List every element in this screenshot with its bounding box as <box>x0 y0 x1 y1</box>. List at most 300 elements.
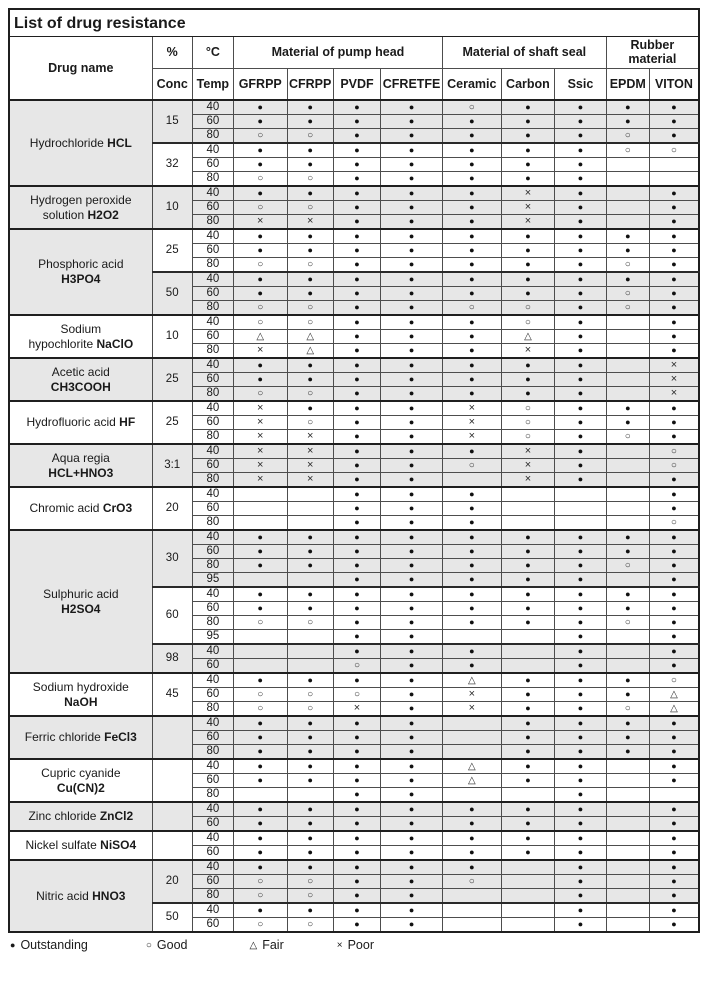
rating-cell: ● <box>501 702 555 717</box>
rating-cell: ● <box>501 100 555 115</box>
rating-cell: ● <box>381 473 443 488</box>
rating-cell <box>606 444 649 459</box>
col-header-cfrpp: CFRPP <box>287 68 333 100</box>
rating-cell: ● <box>649 502 699 516</box>
rating-cell: ○ <box>233 875 287 889</box>
temperature-cell: 40 <box>192 401 233 416</box>
rating-cell: ● <box>333 516 380 531</box>
rating-cell: ● <box>442 229 501 244</box>
rating-cell: ● <box>333 444 380 459</box>
rating-cell: ● <box>555 745 606 760</box>
legend-item-good <box>146 938 188 952</box>
rating-cell: ● <box>333 860 380 875</box>
rating-cell: ● <box>287 545 333 559</box>
rating-cell: ● <box>333 716 380 731</box>
rating-cell: ● <box>287 115 333 129</box>
rating-cell: ● <box>555 387 606 402</box>
rating-cell: ● <box>555 630 606 645</box>
rating-cell: ● <box>555 702 606 717</box>
rating-cell: ● <box>606 272 649 287</box>
rating-cell: ● <box>333 344 380 359</box>
col-header-pvdf: PVDF <box>333 68 380 100</box>
rating-cell: ● <box>381 358 443 373</box>
temperature-cell: 40 <box>192 229 233 244</box>
rating-cell: ● <box>381 172 443 187</box>
rating-cell: ● <box>287 817 333 832</box>
rating-cell: ● <box>649 315 699 330</box>
rating-cell: △ <box>442 774 501 788</box>
rating-cell: ● <box>287 143 333 158</box>
rating-cell: ● <box>555 301 606 316</box>
rating-cell: ● <box>333 745 380 760</box>
rating-cell: ● <box>649 100 699 115</box>
rating-cell: ● <box>381 688 443 702</box>
rating-cell: ● <box>555 903 606 918</box>
rating-cell <box>606 459 649 473</box>
rating-cell <box>606 831 649 846</box>
temperature-cell: 60 <box>192 330 233 344</box>
rating-cell: ● <box>442 659 501 674</box>
rating-cell: ○ <box>606 702 649 717</box>
col-header-cfretfe: CFRETFE <box>381 68 443 100</box>
rating-cell: ● <box>333 287 380 301</box>
rating-cell: ○ <box>606 287 649 301</box>
rating-cell: ● <box>381 229 443 244</box>
rating-cell <box>606 315 649 330</box>
rating-cell <box>606 774 649 788</box>
rating-cell: × <box>442 688 501 702</box>
rating-cell: ● <box>555 430 606 445</box>
rating-cell: ○ <box>649 516 699 531</box>
rating-cell: ○ <box>649 143 699 158</box>
rating-cell: ● <box>333 258 380 273</box>
rating-cell: × <box>442 401 501 416</box>
rating-cell: ● <box>649 330 699 344</box>
col-header-epdm: EPDM <box>606 68 649 100</box>
rating-cell <box>287 573 333 588</box>
rating-cell: ● <box>649 630 699 645</box>
rating-cell: ● <box>606 229 649 244</box>
rating-cell: ● <box>555 602 606 616</box>
rating-cell: ● <box>333 759 380 774</box>
rating-cell: ● <box>333 673 380 688</box>
rating-cell: ● <box>381 516 443 531</box>
temperature-cell: 60 <box>192 115 233 129</box>
rating-cell: ● <box>233 115 287 129</box>
concentration-cell: 98 <box>152 644 192 673</box>
rating-cell: ● <box>233 244 287 258</box>
rating-cell: ○ <box>333 659 380 674</box>
drug-name-cell: Nickel sulfate NiSO4 <box>9 831 152 860</box>
drug-name-cell: Sodium hydroxide NaOH <box>9 673 152 716</box>
rating-cell: ● <box>287 244 333 258</box>
rating-cell <box>287 487 333 502</box>
rating-cell <box>606 516 649 531</box>
rating-cell: ● <box>287 229 333 244</box>
rating-cell: ● <box>381 846 443 861</box>
rating-cell: ● <box>555 545 606 559</box>
temperature-cell: 40 <box>192 487 233 502</box>
rating-cell: ● <box>381 186 443 201</box>
temperature-cell: 95 <box>192 630 233 645</box>
rating-cell: ○ <box>233 172 287 187</box>
rating-cell: ● <box>501 673 555 688</box>
rating-cell <box>233 487 287 502</box>
rating-cell: ● <box>333 889 380 904</box>
rating-cell: × <box>501 201 555 215</box>
rating-cell: ● <box>233 759 287 774</box>
temperature-cell: 80 <box>192 702 233 717</box>
col-header-temp-unit: °C <box>192 36 233 68</box>
rating-cell: ● <box>233 373 287 387</box>
rating-cell <box>606 918 649 933</box>
rating-cell: ● <box>287 100 333 115</box>
rating-cell: × <box>501 344 555 359</box>
rating-cell: ● <box>501 358 555 373</box>
rating-cell: ○ <box>606 258 649 273</box>
temperature-cell: 40 <box>192 272 233 287</box>
rating-cell: ● <box>381 158 443 172</box>
rating-cell <box>287 630 333 645</box>
temperature-cell: 80 <box>192 387 233 402</box>
rating-cell: ● <box>287 860 333 875</box>
rating-cell: ● <box>442 802 501 817</box>
rating-cell <box>442 889 501 904</box>
rating-cell: ● <box>333 201 380 215</box>
rating-cell: ● <box>501 602 555 616</box>
rating-cell: ○ <box>442 301 501 316</box>
rating-cell: ● <box>649 559 699 573</box>
rating-cell: ● <box>381 215 443 230</box>
rating-cell <box>606 158 649 172</box>
rating-cell: ● <box>381 487 443 502</box>
rating-cell: ● <box>287 530 333 545</box>
temperature-cell: 60 <box>192 416 233 430</box>
rating-cell: ● <box>333 630 380 645</box>
rating-cell: ● <box>381 788 443 803</box>
rating-cell: ● <box>649 430 699 445</box>
rating-cell: × <box>287 430 333 445</box>
rating-cell: ● <box>442 444 501 459</box>
rating-cell <box>606 473 649 488</box>
rating-cell: ● <box>333 115 380 129</box>
rating-cell: ○ <box>442 100 501 115</box>
rating-cell: ○ <box>233 616 287 630</box>
rating-cell: ○ <box>287 201 333 215</box>
temperature-cell: 60 <box>192 774 233 788</box>
legend-item-outstanding <box>10 938 88 952</box>
rating-cell: ● <box>442 644 501 659</box>
rating-cell <box>442 731 501 745</box>
rating-cell <box>501 502 555 516</box>
rating-cell: ● <box>287 186 333 201</box>
rating-cell <box>606 387 649 402</box>
temperature-cell: 80 <box>192 788 233 803</box>
rating-cell: × <box>233 444 287 459</box>
rating-cell: △ <box>287 330 333 344</box>
rating-cell: ○ <box>287 172 333 187</box>
rating-cell: ● <box>555 215 606 230</box>
rating-cell: × <box>649 387 699 402</box>
rating-cell: ● <box>233 903 287 918</box>
rating-cell: ● <box>381 244 443 258</box>
rating-cell: ○ <box>501 430 555 445</box>
rating-cell: ● <box>233 802 287 817</box>
rating-cell: ○ <box>333 688 380 702</box>
temperature-cell: 40 <box>192 315 233 330</box>
rating-cell: ● <box>649 860 699 875</box>
rating-cell: ● <box>442 201 501 215</box>
rating-cell: ○ <box>233 258 287 273</box>
legend-label: Fair <box>262 938 284 952</box>
rating-cell <box>606 215 649 230</box>
rating-cell <box>649 172 699 187</box>
rating-cell: ● <box>649 186 699 201</box>
rating-cell: ● <box>381 745 443 760</box>
concentration-cell: 30 <box>152 530 192 587</box>
temperature-cell: 60 <box>192 373 233 387</box>
rating-cell: ○ <box>287 875 333 889</box>
rating-cell: ● <box>287 587 333 602</box>
rating-cell: ● <box>649 846 699 861</box>
temperature-cell: 60 <box>192 201 233 215</box>
rating-cell: ● <box>555 258 606 273</box>
rating-cell: ○ <box>287 616 333 630</box>
rating-cell: ○ <box>287 688 333 702</box>
rating-cell: ● <box>606 745 649 760</box>
good-symbol-icon: ○ <box>145 939 152 951</box>
rating-cell: ● <box>501 616 555 630</box>
temperature-cell: 40 <box>192 759 233 774</box>
rating-cell: ● <box>501 846 555 861</box>
rating-cell: ● <box>442 831 501 846</box>
drug-name-cell: Phosphoric acid H3PO4 <box>9 229 152 315</box>
rating-cell: ● <box>381 401 443 416</box>
rating-cell: ● <box>649 244 699 258</box>
temperature-cell: 80 <box>192 559 233 573</box>
rating-cell: ○ <box>287 387 333 402</box>
rating-cell <box>606 344 649 359</box>
rating-cell: ● <box>381 100 443 115</box>
table-row <box>9 802 699 817</box>
rating-cell: ○ <box>606 301 649 316</box>
rating-cell: ● <box>649 602 699 616</box>
rating-cell: ● <box>381 459 443 473</box>
rating-cell: ● <box>649 229 699 244</box>
temperature-cell: 40 <box>192 673 233 688</box>
rating-cell: ● <box>649 401 699 416</box>
rating-cell <box>501 889 555 904</box>
legend-label: Outstanding <box>20 938 88 952</box>
rating-cell: ● <box>287 559 333 573</box>
temperature-cell: 60 <box>192 287 233 301</box>
rating-cell: ● <box>555 158 606 172</box>
col-header-temp: Temp <box>192 68 233 100</box>
rating-cell: ● <box>555 315 606 330</box>
rating-cell <box>649 788 699 803</box>
rating-cell: ● <box>381 502 443 516</box>
rating-cell: ● <box>287 373 333 387</box>
concentration-cell: 45 <box>152 673 192 716</box>
rating-cell: ● <box>287 745 333 760</box>
rating-cell: ● <box>287 774 333 788</box>
rating-cell: ● <box>381 644 443 659</box>
rating-cell <box>606 846 649 861</box>
rating-cell <box>649 158 699 172</box>
rating-cell: ● <box>233 530 287 545</box>
rating-cell: ● <box>555 373 606 387</box>
rating-cell: ● <box>381 301 443 316</box>
rating-cell: ● <box>381 344 443 359</box>
rating-cell: ● <box>233 100 287 115</box>
rating-cell: ● <box>381 143 443 158</box>
rating-cell: ○ <box>606 129 649 144</box>
rating-cell <box>606 875 649 889</box>
rating-cell: ● <box>442 129 501 144</box>
rating-cell: ● <box>649 903 699 918</box>
rating-cell: ● <box>333 229 380 244</box>
rating-cell <box>555 502 606 516</box>
rating-cell: ● <box>442 287 501 301</box>
rating-cell: ● <box>442 616 501 630</box>
rating-cell: ● <box>649 545 699 559</box>
rating-cell: ● <box>442 143 501 158</box>
rating-cell: ● <box>501 387 555 402</box>
col-header-ssic: Ssic <box>555 68 606 100</box>
rating-cell: ● <box>555 831 606 846</box>
rating-cell: ● <box>287 903 333 918</box>
table-row <box>9 229 699 244</box>
rating-cell: ○ <box>287 258 333 273</box>
temperature-cell: 40 <box>192 860 233 875</box>
rating-cell: ● <box>333 401 380 416</box>
rating-cell: ● <box>606 115 649 129</box>
rating-cell: ● <box>333 473 380 488</box>
temperature-cell: 60 <box>192 688 233 702</box>
rating-cell: ● <box>287 731 333 745</box>
rating-cell: ○ <box>606 616 649 630</box>
rating-cell: ● <box>606 545 649 559</box>
rating-cell: ● <box>649 831 699 846</box>
rating-cell: ○ <box>233 387 287 402</box>
rating-cell: ● <box>501 258 555 273</box>
table-title: List of drug resistance <box>9 9 699 36</box>
rating-cell: ● <box>649 759 699 774</box>
rating-cell: ● <box>555 473 606 488</box>
temperature-cell: 80 <box>192 889 233 904</box>
rating-cell: ● <box>233 545 287 559</box>
rating-cell: ● <box>381 759 443 774</box>
rating-cell: ● <box>233 559 287 573</box>
rating-cell: ● <box>233 673 287 688</box>
rating-cell: ● <box>233 846 287 861</box>
rating-cell <box>501 918 555 933</box>
rating-cell: ● <box>501 172 555 187</box>
rating-cell <box>287 659 333 674</box>
table-row <box>9 100 699 115</box>
poor-symbol-icon: × <box>336 939 343 951</box>
rating-cell <box>501 516 555 531</box>
rating-cell: ○ <box>287 315 333 330</box>
rating-cell: ● <box>381 702 443 717</box>
rating-cell <box>233 644 287 659</box>
rating-cell <box>501 788 555 803</box>
temperature-cell: 80 <box>192 129 233 144</box>
rating-cell: ● <box>333 817 380 832</box>
rating-cell: ● <box>381 659 443 674</box>
rating-cell: ○ <box>233 129 287 144</box>
rating-cell: △ <box>233 330 287 344</box>
rating-cell: ● <box>555 731 606 745</box>
rating-cell: ● <box>555 444 606 459</box>
concentration-cell <box>152 716 192 759</box>
rating-cell: ● <box>501 287 555 301</box>
rating-cell: ○ <box>606 430 649 445</box>
table-row <box>9 860 699 875</box>
temperature-cell: 40 <box>192 100 233 115</box>
rating-cell: ● <box>442 115 501 129</box>
table-row <box>9 358 699 373</box>
rating-cell: ● <box>555 559 606 573</box>
rating-cell: ● <box>233 745 287 760</box>
rating-cell: ● <box>287 158 333 172</box>
rating-cell: ● <box>606 100 649 115</box>
temperature-cell: 80 <box>192 258 233 273</box>
rating-cell: ● <box>606 716 649 731</box>
rating-cell: ● <box>501 745 555 760</box>
rating-cell <box>442 903 501 918</box>
table-row <box>9 673 699 688</box>
col-header-conc: Conc <box>152 68 192 100</box>
rating-cell: ● <box>649 344 699 359</box>
temperature-cell: 80 <box>192 301 233 316</box>
rating-cell: ● <box>555 459 606 473</box>
rating-cell: ● <box>333 875 380 889</box>
rating-cell: ● <box>333 272 380 287</box>
rating-cell: ● <box>649 889 699 904</box>
rating-cell: ● <box>333 416 380 430</box>
rating-cell: × <box>501 186 555 201</box>
temperature-cell: 60 <box>192 459 233 473</box>
rating-cell: ● <box>649 875 699 889</box>
rating-cell: × <box>442 702 501 717</box>
rating-cell: ● <box>555 688 606 702</box>
rating-cell <box>501 903 555 918</box>
rating-cell: ● <box>442 358 501 373</box>
rating-cell: ● <box>333 573 380 588</box>
rating-cell: ○ <box>287 129 333 144</box>
rating-cell: ● <box>442 573 501 588</box>
drug-name-cell: Nitric acid HNO3 <box>9 860 152 932</box>
rating-cell: ○ <box>606 559 649 573</box>
rating-cell <box>606 358 649 373</box>
rating-cell: ● <box>555 530 606 545</box>
drug-name-cell: Chromic acid CrO3 <box>9 487 152 530</box>
drug-name-cell: Aqua regia HCL+HNO3 <box>9 444 152 487</box>
rating-cell: ● <box>442 559 501 573</box>
rating-cell: ○ <box>233 918 287 933</box>
rating-cell <box>442 630 501 645</box>
rating-cell <box>606 487 649 502</box>
col-header-carbon: Carbon <box>501 68 555 100</box>
col-header-drug-name: Drug name <box>9 36 152 100</box>
temperature-cell: 80 <box>192 745 233 760</box>
rating-cell: △ <box>442 673 501 688</box>
rating-cell: ● <box>333 502 380 516</box>
rating-cell: ● <box>555 616 606 630</box>
rating-cell: ● <box>501 545 555 559</box>
rating-cell: ● <box>381 416 443 430</box>
